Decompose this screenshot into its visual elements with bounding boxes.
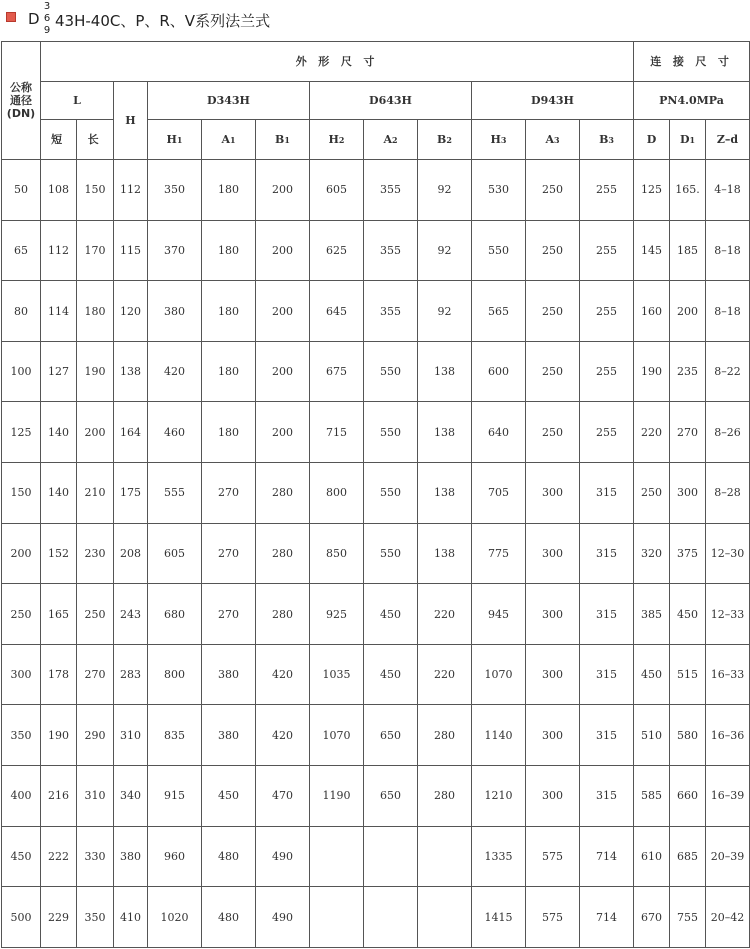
cell-b1: 470 xyxy=(256,766,310,827)
cell-h3: 600 xyxy=(472,341,526,402)
cell-l-long: 170 xyxy=(77,220,114,281)
table-row xyxy=(2,584,750,645)
cell-h: 175 xyxy=(114,463,148,524)
cell-d1: 270 xyxy=(670,402,706,463)
cell-b1: 280 xyxy=(256,463,310,524)
header-B3: B3 xyxy=(580,120,634,160)
cell-h3: 565 xyxy=(472,281,526,342)
cell-b1: 490 xyxy=(256,887,310,948)
cell-l-long: 330 xyxy=(77,826,114,887)
cell-b3: 315 xyxy=(580,644,634,705)
cell-h: 138 xyxy=(114,341,148,402)
cell-a2: 550 xyxy=(364,523,418,584)
cell-d: 125 xyxy=(634,160,670,221)
cell-zd: 8–18 xyxy=(706,281,750,342)
cell-h2: 675 xyxy=(310,341,364,402)
cell-b1: 280 xyxy=(256,584,310,645)
cell-dn: 400 xyxy=(2,766,41,827)
header-D643H: D643H xyxy=(310,82,472,120)
cell-b2 xyxy=(418,887,472,948)
cell-h: 208 xyxy=(114,523,148,584)
cell-h2 xyxy=(310,826,364,887)
cell-b3: 315 xyxy=(580,523,634,584)
cell-d: 160 xyxy=(634,281,670,342)
cell-zd: 12–30 xyxy=(706,523,750,584)
cell-a1: 270 xyxy=(202,463,256,524)
header-A1: A1 xyxy=(202,120,256,160)
cell-h: 243 xyxy=(114,584,148,645)
cell-b2: 280 xyxy=(418,766,472,827)
header-pressure: PN4.0MPa xyxy=(634,82,750,120)
cell-b2: 138 xyxy=(418,341,472,402)
header-dn-line1: 公称 xyxy=(10,81,32,94)
cell-h1: 370 xyxy=(148,220,202,281)
header-Zd: Z–d xyxy=(706,120,750,160)
table-row xyxy=(2,766,750,827)
header-A3: A3 xyxy=(526,120,580,160)
cell-a1: 270 xyxy=(202,523,256,584)
cell-l-short: 222 xyxy=(41,826,77,887)
cell-h: 120 xyxy=(114,281,148,342)
cell-b3: 315 xyxy=(580,705,634,766)
header-L: L xyxy=(41,82,114,120)
cell-b2: 92 xyxy=(418,281,472,342)
cell-b2: 220 xyxy=(418,644,472,705)
cell-b1: 200 xyxy=(256,160,310,221)
header-connection-dimensions: 连 接 尺 寸 xyxy=(634,42,750,82)
cell-zd: 8–26 xyxy=(706,402,750,463)
header-D1: D1 xyxy=(670,120,706,160)
cell-b3: 255 xyxy=(580,281,634,342)
cell-b1: 280 xyxy=(256,523,310,584)
cell-a2: 550 xyxy=(364,402,418,463)
cell-h3: 530 xyxy=(472,160,526,221)
header-H2: H2 xyxy=(310,120,364,160)
cell-b2: 280 xyxy=(418,705,472,766)
cell-a1: 180 xyxy=(202,160,256,221)
cell-h1: 680 xyxy=(148,584,202,645)
cell-a2: 355 xyxy=(364,281,418,342)
header-D343H: D343H xyxy=(148,82,310,120)
cell-h3: 550 xyxy=(472,220,526,281)
cell-b1: 420 xyxy=(256,644,310,705)
header-short: 短 xyxy=(41,120,77,160)
cell-a3: 300 xyxy=(526,766,580,827)
cell-h1: 350 xyxy=(148,160,202,221)
cell-a1: 180 xyxy=(202,220,256,281)
cell-a1: 380 xyxy=(202,644,256,705)
cell-b2: 92 xyxy=(418,220,472,281)
table-row xyxy=(2,220,750,281)
cell-a2: 355 xyxy=(364,160,418,221)
cell-l-short: 165 xyxy=(41,584,77,645)
cell-l-short: 127 xyxy=(41,341,77,402)
header-H: H xyxy=(114,82,148,160)
cell-dn: 450 xyxy=(2,826,41,887)
cell-zd: 12–33 xyxy=(706,584,750,645)
cell-d1: 375 xyxy=(670,523,706,584)
cell-dn: 125 xyxy=(2,402,41,463)
cell-a1: 450 xyxy=(202,766,256,827)
cell-a3: 250 xyxy=(526,402,580,463)
cell-b3: 315 xyxy=(580,584,634,645)
title-stack-bot: 9 xyxy=(43,25,51,36)
cell-l-long: 250 xyxy=(77,584,114,645)
cell-d: 585 xyxy=(634,766,670,827)
cell-a3: 250 xyxy=(526,220,580,281)
bullet-icon xyxy=(6,12,16,22)
cell-b3: 714 xyxy=(580,826,634,887)
cell-h2: 850 xyxy=(310,523,364,584)
cell-zd: 8–28 xyxy=(706,463,750,524)
cell-b1: 200 xyxy=(256,220,310,281)
cell-zd: 20–39 xyxy=(706,826,750,887)
title-bar xyxy=(0,0,750,38)
cell-h3: 1335 xyxy=(472,826,526,887)
cell-d: 145 xyxy=(634,220,670,281)
cell-l-long: 210 xyxy=(77,463,114,524)
cell-a2: 450 xyxy=(364,644,418,705)
cell-a1: 480 xyxy=(202,826,256,887)
cell-h1: 460 xyxy=(148,402,202,463)
cell-d1: 235 xyxy=(670,341,706,402)
cell-h1: 800 xyxy=(148,644,202,705)
cell-h: 380 xyxy=(114,826,148,887)
header-nominal-diameter xyxy=(2,42,41,160)
cell-a2: 550 xyxy=(364,463,418,524)
cell-l-long: 180 xyxy=(77,281,114,342)
cell-a1: 180 xyxy=(202,341,256,402)
table-body xyxy=(2,160,750,948)
cell-h2: 800 xyxy=(310,463,364,524)
cell-d1: 685 xyxy=(670,826,706,887)
cell-b1: 200 xyxy=(256,341,310,402)
cell-dn: 200 xyxy=(2,523,41,584)
cell-a2: 650 xyxy=(364,766,418,827)
spec-table xyxy=(1,41,750,948)
header-B1: B1 xyxy=(256,120,310,160)
table-row xyxy=(2,644,750,705)
cell-b1: 200 xyxy=(256,281,310,342)
cell-d: 670 xyxy=(634,887,670,948)
cell-a3: 250 xyxy=(526,160,580,221)
cell-b3: 255 xyxy=(580,341,634,402)
cell-d1: 660 xyxy=(670,766,706,827)
cell-h3: 1210 xyxy=(472,766,526,827)
cell-a1: 380 xyxy=(202,705,256,766)
cell-h2: 925 xyxy=(310,584,364,645)
cell-d1: 185 xyxy=(670,220,706,281)
cell-h: 410 xyxy=(114,887,148,948)
cell-h: 112 xyxy=(114,160,148,221)
header-D943H: D943H xyxy=(472,82,634,120)
cell-h: 310 xyxy=(114,705,148,766)
cell-b3: 255 xyxy=(580,220,634,281)
cell-a3: 300 xyxy=(526,523,580,584)
header-B2: B2 xyxy=(418,120,472,160)
cell-b3: 315 xyxy=(580,463,634,524)
cell-l-short: 140 xyxy=(41,402,77,463)
cell-b3: 255 xyxy=(580,160,634,221)
cell-d1: 165. xyxy=(670,160,706,221)
cell-d1: 300 xyxy=(670,463,706,524)
cell-a3: 250 xyxy=(526,281,580,342)
cell-l-short: 216 xyxy=(41,766,77,827)
header-dn-line2: 通径 xyxy=(10,94,32,107)
cell-a3: 575 xyxy=(526,887,580,948)
cell-h2: 1190 xyxy=(310,766,364,827)
cell-l-long: 290 xyxy=(77,705,114,766)
table-row xyxy=(2,402,750,463)
cell-l-short: 108 xyxy=(41,160,77,221)
cell-a2: 450 xyxy=(364,584,418,645)
cell-b2: 138 xyxy=(418,463,472,524)
cell-zd: 16–36 xyxy=(706,705,750,766)
cell-a1: 480 xyxy=(202,887,256,948)
cell-h2: 715 xyxy=(310,402,364,463)
cell-l-short: 190 xyxy=(41,705,77,766)
cell-dn: 150 xyxy=(2,463,41,524)
cell-h3: 1140 xyxy=(472,705,526,766)
cell-h1: 605 xyxy=(148,523,202,584)
cell-d: 320 xyxy=(634,523,670,584)
cell-h2: 605 xyxy=(310,160,364,221)
table-row xyxy=(2,281,750,342)
cell-d: 220 xyxy=(634,402,670,463)
cell-d1: 515 xyxy=(670,644,706,705)
cell-l-short: 178 xyxy=(41,644,77,705)
cell-dn: 50 xyxy=(2,160,41,221)
cell-l-short: 140 xyxy=(41,463,77,524)
cell-d: 450 xyxy=(634,644,670,705)
table-row xyxy=(2,705,750,766)
cell-h3: 640 xyxy=(472,402,526,463)
cell-b2: 138 xyxy=(418,523,472,584)
cell-h1: 915 xyxy=(148,766,202,827)
cell-dn: 80 xyxy=(2,281,41,342)
cell-zd: 4–18 xyxy=(706,160,750,221)
cell-l-short: 152 xyxy=(41,523,77,584)
cell-d1: 200 xyxy=(670,281,706,342)
cell-zd: 16–39 xyxy=(706,766,750,827)
cell-a3: 250 xyxy=(526,341,580,402)
cell-h3: 1415 xyxy=(472,887,526,948)
cell-a1: 270 xyxy=(202,584,256,645)
cell-h1: 380 xyxy=(148,281,202,342)
cell-h3: 705 xyxy=(472,463,526,524)
cell-a1: 180 xyxy=(202,402,256,463)
cell-a2: 355 xyxy=(364,220,418,281)
cell-h2: 1070 xyxy=(310,705,364,766)
header-long: 长 xyxy=(77,120,114,160)
cell-dn: 100 xyxy=(2,341,41,402)
cell-zd: 8–18 xyxy=(706,220,750,281)
cell-l-long: 310 xyxy=(77,766,114,827)
table-row xyxy=(2,160,750,221)
cell-l-long: 150 xyxy=(77,160,114,221)
cell-b1: 420 xyxy=(256,705,310,766)
cell-dn: 350 xyxy=(2,705,41,766)
cell-a3: 300 xyxy=(526,644,580,705)
header-H3: H3 xyxy=(472,120,526,160)
cell-a2 xyxy=(364,826,418,887)
title-rest: 43H-40C、P、R、V系列法兰式 xyxy=(55,12,271,30)
cell-b1: 490 xyxy=(256,826,310,887)
title-stack-top: 3 xyxy=(43,1,51,12)
cell-b2 xyxy=(418,826,472,887)
cell-d1: 755 xyxy=(670,887,706,948)
cell-h3: 775 xyxy=(472,523,526,584)
cell-b2: 92 xyxy=(418,160,472,221)
cell-h3: 1070 xyxy=(472,644,526,705)
cell-h1: 1020 xyxy=(148,887,202,948)
cell-zd: 8–22 xyxy=(706,341,750,402)
cell-h1: 420 xyxy=(148,341,202,402)
title-prefix: D xyxy=(28,10,40,28)
cell-l-long: 190 xyxy=(77,341,114,402)
cell-dn: 500 xyxy=(2,887,41,948)
cell-d: 250 xyxy=(634,463,670,524)
cell-h: 164 xyxy=(114,402,148,463)
header-H1: H1 xyxy=(148,120,202,160)
table-row xyxy=(2,463,750,524)
cell-dn: 65 xyxy=(2,220,41,281)
cell-a3: 300 xyxy=(526,705,580,766)
cell-d: 510 xyxy=(634,705,670,766)
cell-h: 115 xyxy=(114,220,148,281)
table-row xyxy=(2,887,750,948)
cell-h2: 625 xyxy=(310,220,364,281)
cell-h: 283 xyxy=(114,644,148,705)
title-model-stack xyxy=(41,1,53,37)
cell-dn: 300 xyxy=(2,644,41,705)
title-stack-mid: 6 xyxy=(43,13,51,24)
cell-h2: 645 xyxy=(310,281,364,342)
cell-l-long: 230 xyxy=(77,523,114,584)
cell-h2 xyxy=(310,887,364,948)
cell-b1: 200 xyxy=(256,402,310,463)
cell-a3: 300 xyxy=(526,463,580,524)
table-row xyxy=(2,826,750,887)
cell-zd: 16–33 xyxy=(706,644,750,705)
cell-l-short: 112 xyxy=(41,220,77,281)
cell-a1: 180 xyxy=(202,281,256,342)
cell-l-long: 350 xyxy=(77,887,114,948)
cell-l-short: 114 xyxy=(41,281,77,342)
cell-d: 610 xyxy=(634,826,670,887)
cell-a2: 550 xyxy=(364,341,418,402)
cell-dn: 250 xyxy=(2,584,41,645)
cell-d: 190 xyxy=(634,341,670,402)
cell-h3: 945 xyxy=(472,584,526,645)
cell-h2: 1035 xyxy=(310,644,364,705)
cell-b2: 138 xyxy=(418,402,472,463)
cell-d1: 580 xyxy=(670,705,706,766)
cell-d: 385 xyxy=(634,584,670,645)
cell-h1: 555 xyxy=(148,463,202,524)
cell-h: 340 xyxy=(114,766,148,827)
header-outline-dimensions: 外 形 尺 寸 xyxy=(41,42,634,82)
cell-b3: 315 xyxy=(580,766,634,827)
table-row xyxy=(2,523,750,584)
cell-a3: 300 xyxy=(526,584,580,645)
cell-d1: 450 xyxy=(670,584,706,645)
cell-h1: 835 xyxy=(148,705,202,766)
header-A2: A2 xyxy=(364,120,418,160)
cell-a2: 650 xyxy=(364,705,418,766)
cell-b3: 255 xyxy=(580,402,634,463)
cell-a3: 575 xyxy=(526,826,580,887)
cell-l-short: 229 xyxy=(41,887,77,948)
cell-b3: 714 xyxy=(580,887,634,948)
header-dn-line3: (DN) xyxy=(6,107,36,120)
cell-h1: 960 xyxy=(148,826,202,887)
table-row xyxy=(2,341,750,402)
cell-l-long: 200 xyxy=(77,402,114,463)
cell-b2: 220 xyxy=(418,584,472,645)
header-D: D xyxy=(634,120,670,160)
cell-a2 xyxy=(364,887,418,948)
cell-zd: 20–42 xyxy=(706,887,750,948)
cell-l-long: 270 xyxy=(77,644,114,705)
